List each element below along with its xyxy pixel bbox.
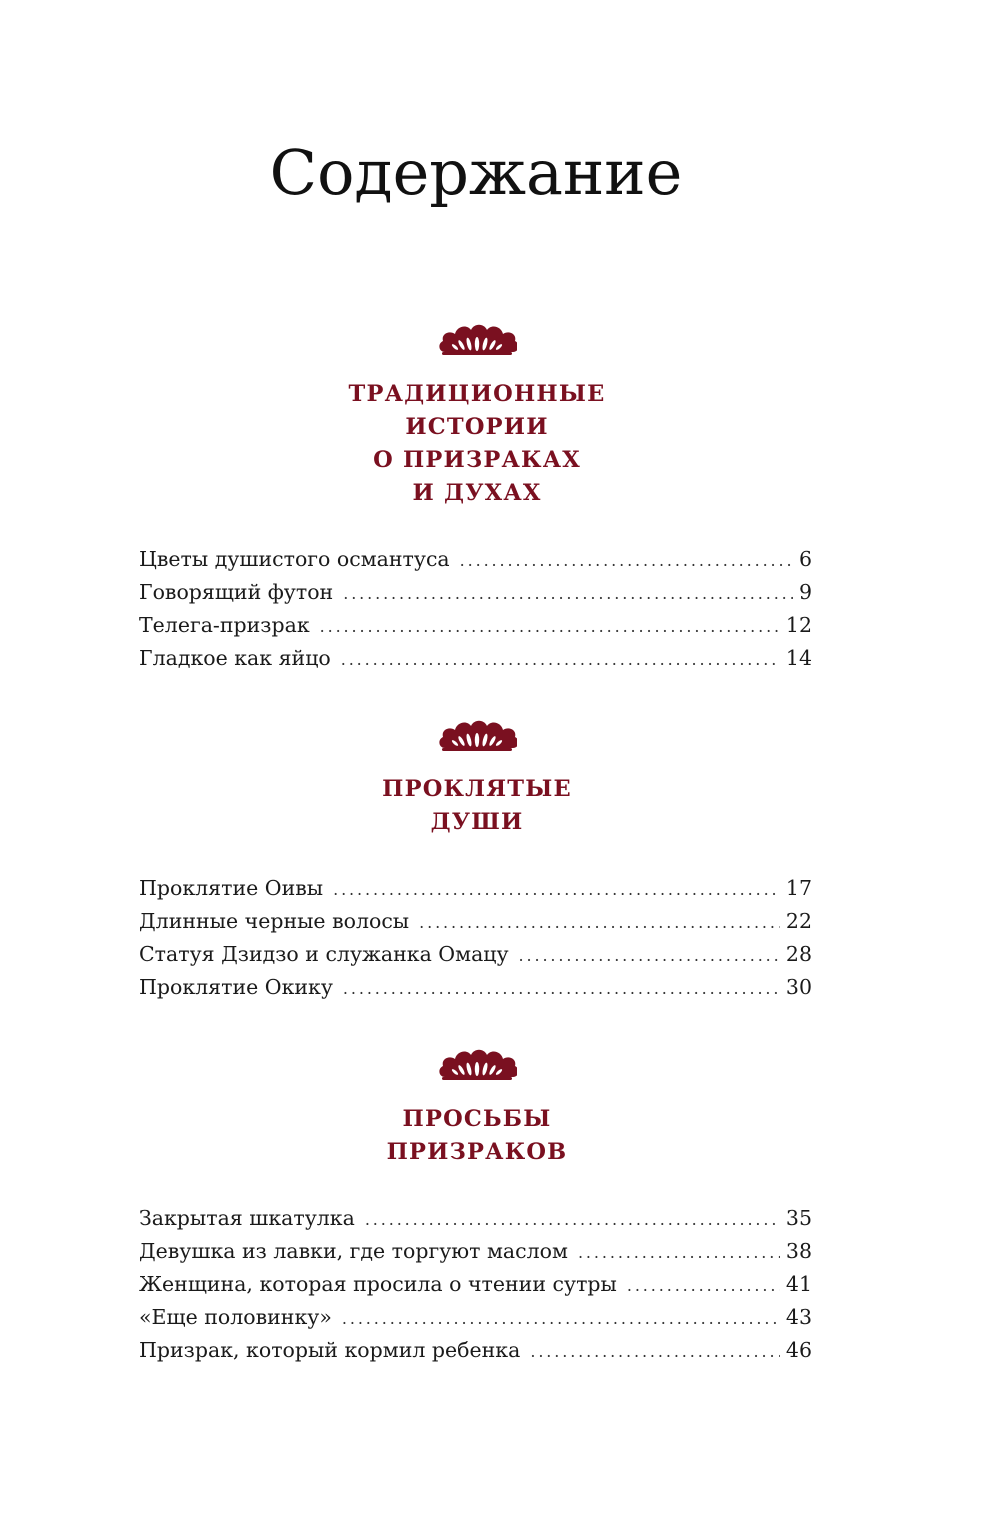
toc-dot-leader bbox=[627, 1269, 780, 1302]
toc-entry-page: 6 bbox=[798, 547, 812, 571]
toc-list bbox=[139, 1202, 812, 1367]
section-heading bbox=[0, 773, 954, 839]
fan-ornament-icon bbox=[437, 322, 517, 358]
toc-entry-page: 14 bbox=[785, 646, 812, 670]
toc-entry-page: 43 bbox=[785, 1305, 812, 1329]
toc-entry-title: «Еще половинку» bbox=[139, 1305, 332, 1329]
section-heading-line: ПРОСЬБЫ bbox=[402, 1106, 552, 1132]
toc-entry-page: 9 bbox=[798, 580, 812, 604]
toc-entry-page: 12 bbox=[785, 613, 812, 637]
toc-entry-page: 28 bbox=[785, 942, 812, 966]
toc-dot-leader bbox=[460, 544, 793, 577]
toc-dot-leader bbox=[578, 1236, 780, 1269]
section-heading-line: ИСТОРИИ bbox=[405, 414, 549, 440]
toc-entry-title: Женщина, которая просила о чтении сутры bbox=[139, 1272, 617, 1296]
toc-dot-leader bbox=[419, 906, 780, 939]
toc-entry[interactable] bbox=[139, 1334, 812, 1367]
page-title: Содержание bbox=[269, 136, 683, 209]
toc-entry[interactable] bbox=[139, 905, 812, 938]
section-heading-line: ПРИЗРАКОВ bbox=[386, 1139, 568, 1165]
toc-entry[interactable] bbox=[139, 642, 812, 675]
toc-dot-leader bbox=[341, 643, 780, 676]
toc-dot-leader bbox=[343, 577, 793, 610]
toc-entry-title: Проклятие Оивы bbox=[139, 876, 324, 900]
toc-dot-leader bbox=[343, 972, 780, 1005]
toc-entry-title: Закрытая шкатулка bbox=[139, 1206, 355, 1230]
toc-entry-title: Статуя Дзидзо и служанка Омацу bbox=[139, 942, 509, 966]
section-heading bbox=[0, 1103, 954, 1169]
toc-list bbox=[139, 543, 812, 675]
toc-entry[interactable] bbox=[139, 971, 812, 1004]
toc-dot-leader bbox=[519, 939, 780, 972]
toc-entry-title: Проклятие Окику bbox=[139, 975, 333, 999]
toc-entry[interactable] bbox=[139, 1235, 812, 1268]
toc-dot-leader bbox=[333, 873, 780, 906]
toc-entry-title: Призрак, который кормил ребенка bbox=[139, 1338, 521, 1362]
toc-entry[interactable] bbox=[139, 609, 812, 642]
toc-entry[interactable] bbox=[139, 543, 812, 576]
section-heading-line: О ПРИЗРАКАХ bbox=[373, 447, 581, 473]
toc-entry-title: Телега-призрак bbox=[139, 613, 310, 637]
toc-dot-leader bbox=[530, 1335, 780, 1368]
toc-entry-page: 41 bbox=[785, 1272, 812, 1296]
section-heading-line: ТРАДИЦИОННЫЕ bbox=[348, 381, 606, 407]
toc-entry-title: Длинные черные волосы bbox=[139, 909, 410, 933]
toc-dot-leader bbox=[320, 610, 780, 643]
toc-entry-page: 17 bbox=[785, 876, 812, 900]
toc-entry[interactable] bbox=[139, 872, 812, 905]
toc-entry-page: 22 bbox=[785, 909, 812, 933]
toc-entry[interactable] bbox=[139, 1202, 812, 1235]
toc-entry-title: Говорящий футон bbox=[139, 580, 334, 604]
section-heading bbox=[0, 378, 954, 510]
toc-entry[interactable] bbox=[139, 938, 812, 971]
section-heading-line: ПРОКЛЯТЫЕ bbox=[382, 776, 572, 802]
section-heading-line: ДУШИ bbox=[430, 809, 524, 835]
toc-entry-page: 30 bbox=[785, 975, 812, 999]
toc-entry-title: Гладкое как яйцо bbox=[139, 646, 331, 670]
toc-entry-page: 35 bbox=[785, 1206, 812, 1230]
toc-entry[interactable] bbox=[139, 1268, 812, 1301]
toc-entry-title: Цветы душистого османтуса bbox=[139, 547, 450, 571]
toc-entry-page: 46 bbox=[785, 1338, 812, 1362]
fan-ornament-icon bbox=[437, 718, 517, 754]
toc-entry[interactable] bbox=[139, 1301, 812, 1334]
toc-dot-leader bbox=[342, 1302, 780, 1335]
toc-entry-page: 38 bbox=[785, 1239, 812, 1263]
toc-dot-leader bbox=[365, 1203, 780, 1236]
toc-entry-title: Девушка из лавки, где торгуют маслом bbox=[139, 1239, 568, 1263]
section-heading-line: И ДУХАХ bbox=[412, 480, 542, 506]
toc-list bbox=[139, 872, 812, 1004]
toc-entry[interactable] bbox=[139, 576, 812, 609]
fan-ornament-icon bbox=[437, 1047, 517, 1083]
